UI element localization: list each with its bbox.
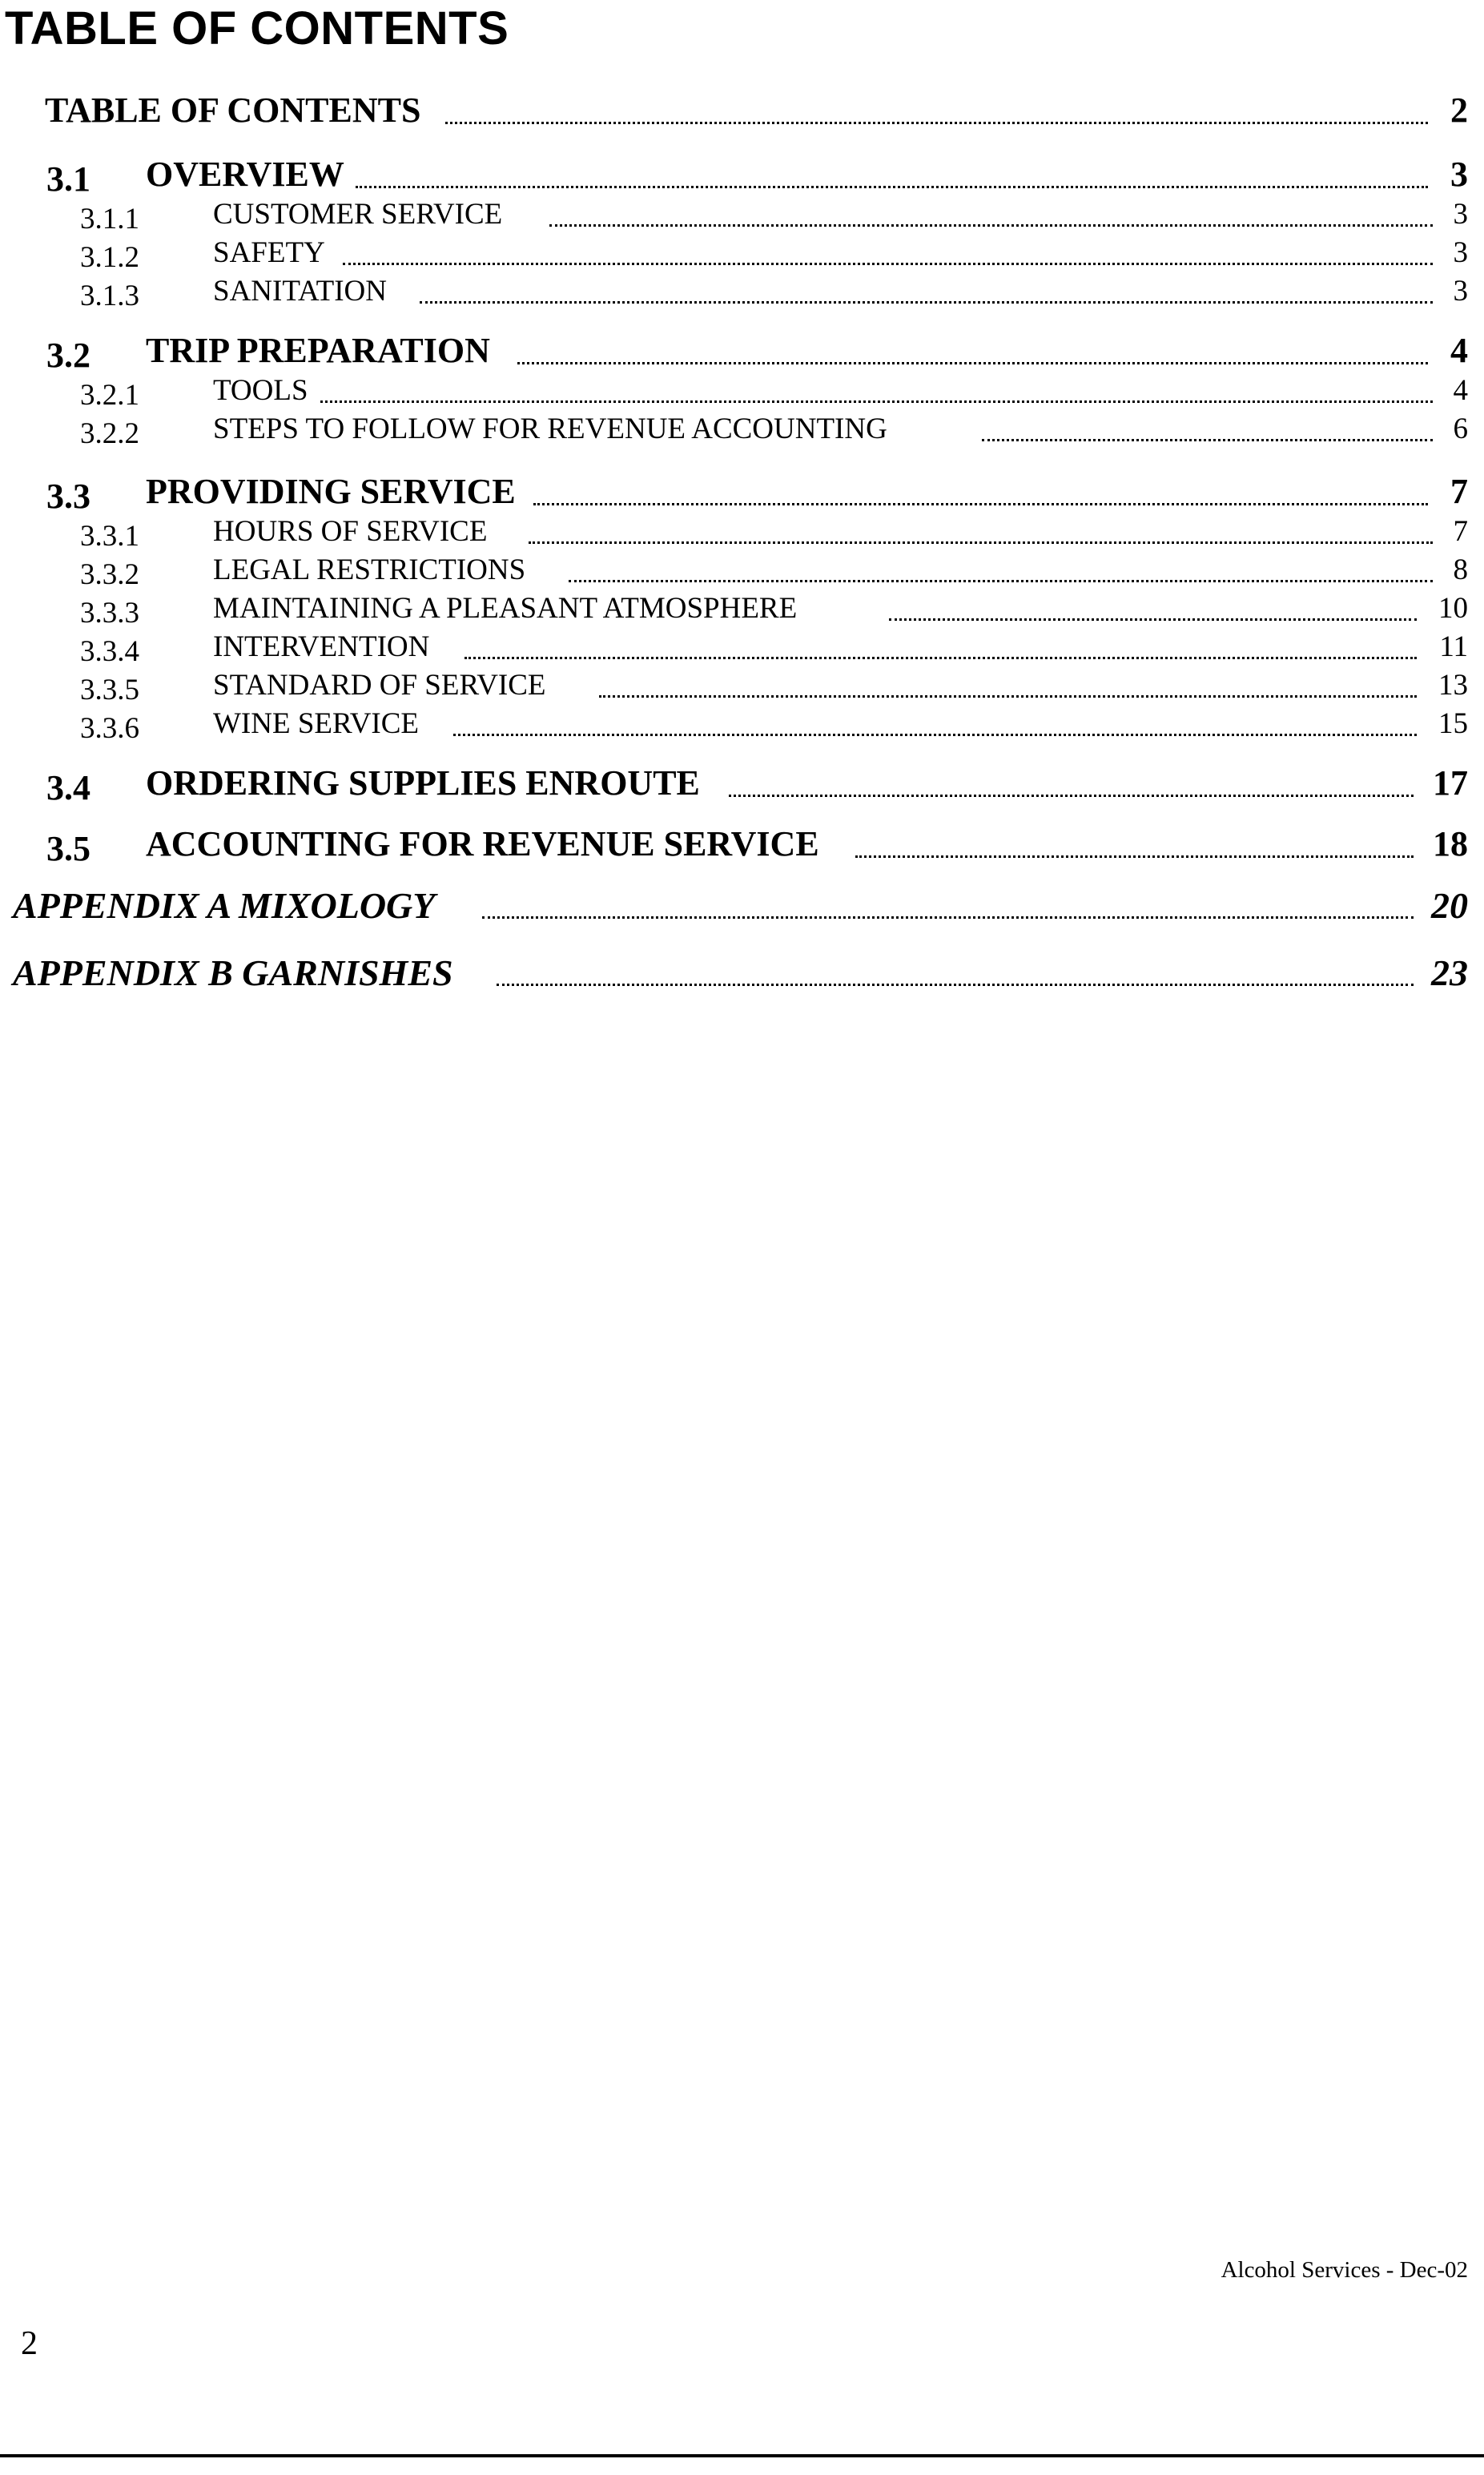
- toc-entry-page: 20: [1431, 885, 1468, 926]
- toc-entry-title: WINE SERVICE: [213, 707, 420, 740]
- toc-entry-page: 3: [1453, 198, 1468, 231]
- toc-entry-3-1-1[interactable]: [0, 197, 1484, 237]
- toc-entry-number: 3.4: [46, 768, 90, 807]
- toc-entry-page: 23: [1431, 952, 1468, 993]
- toc-entry-title: ORDERING SUPPLIES ENROUTE: [146, 763, 700, 803]
- toc-entry-number: 3.3.2: [80, 558, 139, 591]
- toc-entry-number: 3.1: [46, 159, 90, 199]
- dot-leader: [855, 823, 1414, 858]
- toc-entry-number: 3.3.4: [80, 635, 139, 668]
- toc-entry-3-2-2[interactable]: [0, 412, 1484, 452]
- dot-leader: [982, 412, 1433, 441]
- dot-leader: [343, 235, 1433, 265]
- toc-entry-title: SANITATION: [213, 275, 387, 308]
- toc-entry-3-3-3[interactable]: [0, 591, 1484, 631]
- toc-entry-title: MAINTAINING A PLEASANT ATMOSPHERE: [213, 592, 798, 625]
- toc-entry-3-5[interactable]: [0, 823, 1484, 868]
- toc-entry-3-2[interactable]: [0, 330, 1484, 375]
- dot-leader: [549, 197, 1433, 227]
- toc-entry-title: APPENDIX A MIXOLOGY: [13, 885, 436, 926]
- toc-entry-3-3-4[interactable]: [0, 630, 1484, 670]
- dot-leader: [517, 330, 1428, 364]
- dot-leader: [599, 668, 1417, 698]
- toc-entry-number: 3.3.6: [80, 712, 139, 745]
- toc-entry-3-3-6[interactable]: [0, 706, 1484, 747]
- toc-entry-title: SAFETY: [213, 236, 325, 269]
- toc-entry-number: 3.1.2: [80, 241, 139, 274]
- toc-entry-number: 3.1.1: [80, 203, 139, 235]
- toc-entry-number: 3.3.5: [80, 674, 139, 706]
- toc-entry-number: 3.2.1: [80, 379, 139, 412]
- toc-entry-number: 3.5: [46, 829, 90, 868]
- toc-entry-page: 7: [1453, 515, 1468, 548]
- toc-entry-page: 15: [1438, 707, 1468, 740]
- page-number: 2: [21, 2325, 38, 2362]
- toc-entry-title: TABLE OF CONTENTS: [45, 91, 421, 130]
- toc-entry-page: 2: [1450, 91, 1468, 130]
- toc-entry-appendix-b[interactable]: [0, 952, 1484, 992]
- toc-entry-title: OVERVIEW: [146, 155, 344, 194]
- toc-entry-3-1-3[interactable]: [0, 274, 1484, 314]
- toc-entry-number: 3.3.3: [80, 597, 139, 630]
- toc-entry-3-1-2[interactable]: [0, 235, 1484, 276]
- dot-leader: [320, 373, 1433, 403]
- toc-entry-page: 4: [1450, 331, 1468, 370]
- toc-entry-3-3-2[interactable]: [0, 553, 1484, 593]
- toc-entry-3-3[interactable]: [0, 471, 1484, 516]
- toc-entry-number: 3.3: [46, 477, 90, 516]
- toc-entry-page: 3: [1450, 155, 1468, 194]
- toc-entry-title: CUSTOMER SERVICE: [213, 198, 503, 231]
- toc-entry-page: 17: [1433, 763, 1468, 803]
- dot-leader: [465, 630, 1417, 659]
- dot-leader: [889, 591, 1417, 621]
- dot-leader: [729, 763, 1414, 797]
- dot-leader: [497, 952, 1414, 986]
- bottom-rule: [0, 2454, 1484, 2457]
- toc-entry-title: STEPS TO FOLLOW FOR REVENUE ACCOUNTING: [213, 412, 887, 445]
- toc-entry-3-3-1[interactable]: [0, 514, 1484, 554]
- toc-entry-page: 4: [1453, 374, 1468, 407]
- toc-entry-title: ACCOUNTING FOR REVENUE SERVICE: [146, 824, 819, 863]
- toc-entry-page: 10: [1438, 592, 1468, 625]
- toc-entry-page: 7: [1450, 472, 1468, 511]
- toc-entry-title: HOURS OF SERVICE: [213, 515, 488, 548]
- dot-leader: [420, 274, 1433, 304]
- dot-leader: [529, 514, 1433, 544]
- toc-entry-appendix-a[interactable]: [0, 884, 1484, 924]
- toc-entry-title: PROVIDING SERVICE: [146, 472, 516, 511]
- toc-entry-3-3-5[interactable]: [0, 668, 1484, 708]
- toc-entry-number: 3.1.3: [80, 280, 139, 312]
- toc-entry-page: 6: [1453, 412, 1468, 445]
- dot-leader: [482, 884, 1414, 919]
- toc-entry-title: TRIP PREPARATION: [146, 331, 490, 370]
- toc-entry-page: 13: [1438, 669, 1468, 702]
- toc-entry-title: APPENDIX B GARNISHES: [13, 952, 453, 993]
- toc-entry-number: 3.3.1: [80, 520, 139, 553]
- dot-leader: [533, 471, 1428, 505]
- toc-entry-title: INTERVENTION: [213, 630, 430, 663]
- toc-entry-page: 11: [1439, 630, 1468, 663]
- dot-leader: [445, 90, 1428, 124]
- toc-entry-3-1[interactable]: [0, 154, 1484, 199]
- toc-entry-page: 3: [1453, 275, 1468, 308]
- toc-entry-page: 8: [1453, 553, 1468, 586]
- dot-leader: [453, 706, 1417, 736]
- toc-entry-3-2-1[interactable]: [0, 373, 1484, 413]
- dot-leader: [356, 154, 1428, 188]
- dot-leader: [569, 553, 1433, 582]
- toc-entry-table-of-contents[interactable]: [0, 90, 1484, 130]
- toc-entry-title: TOOLS: [213, 374, 308, 407]
- toc-entry-number: 3.2.2: [80, 417, 139, 450]
- toc-entry-title: STANDARD OF SERVICE: [213, 669, 546, 702]
- toc-entry-page: 18: [1433, 824, 1468, 863]
- toc-entry-3-4[interactable]: [0, 763, 1484, 807]
- toc-entry-title: LEGAL RESTRICTIONS: [213, 553, 526, 586]
- page-title: TABLE OF CONTENTS: [5, 2, 509, 54]
- document-footer-label: Alcohol Services - Dec-02: [1221, 2257, 1468, 2283]
- toc-entry-page: 3: [1453, 236, 1468, 269]
- toc-entry-number: 3.2: [46, 336, 90, 375]
